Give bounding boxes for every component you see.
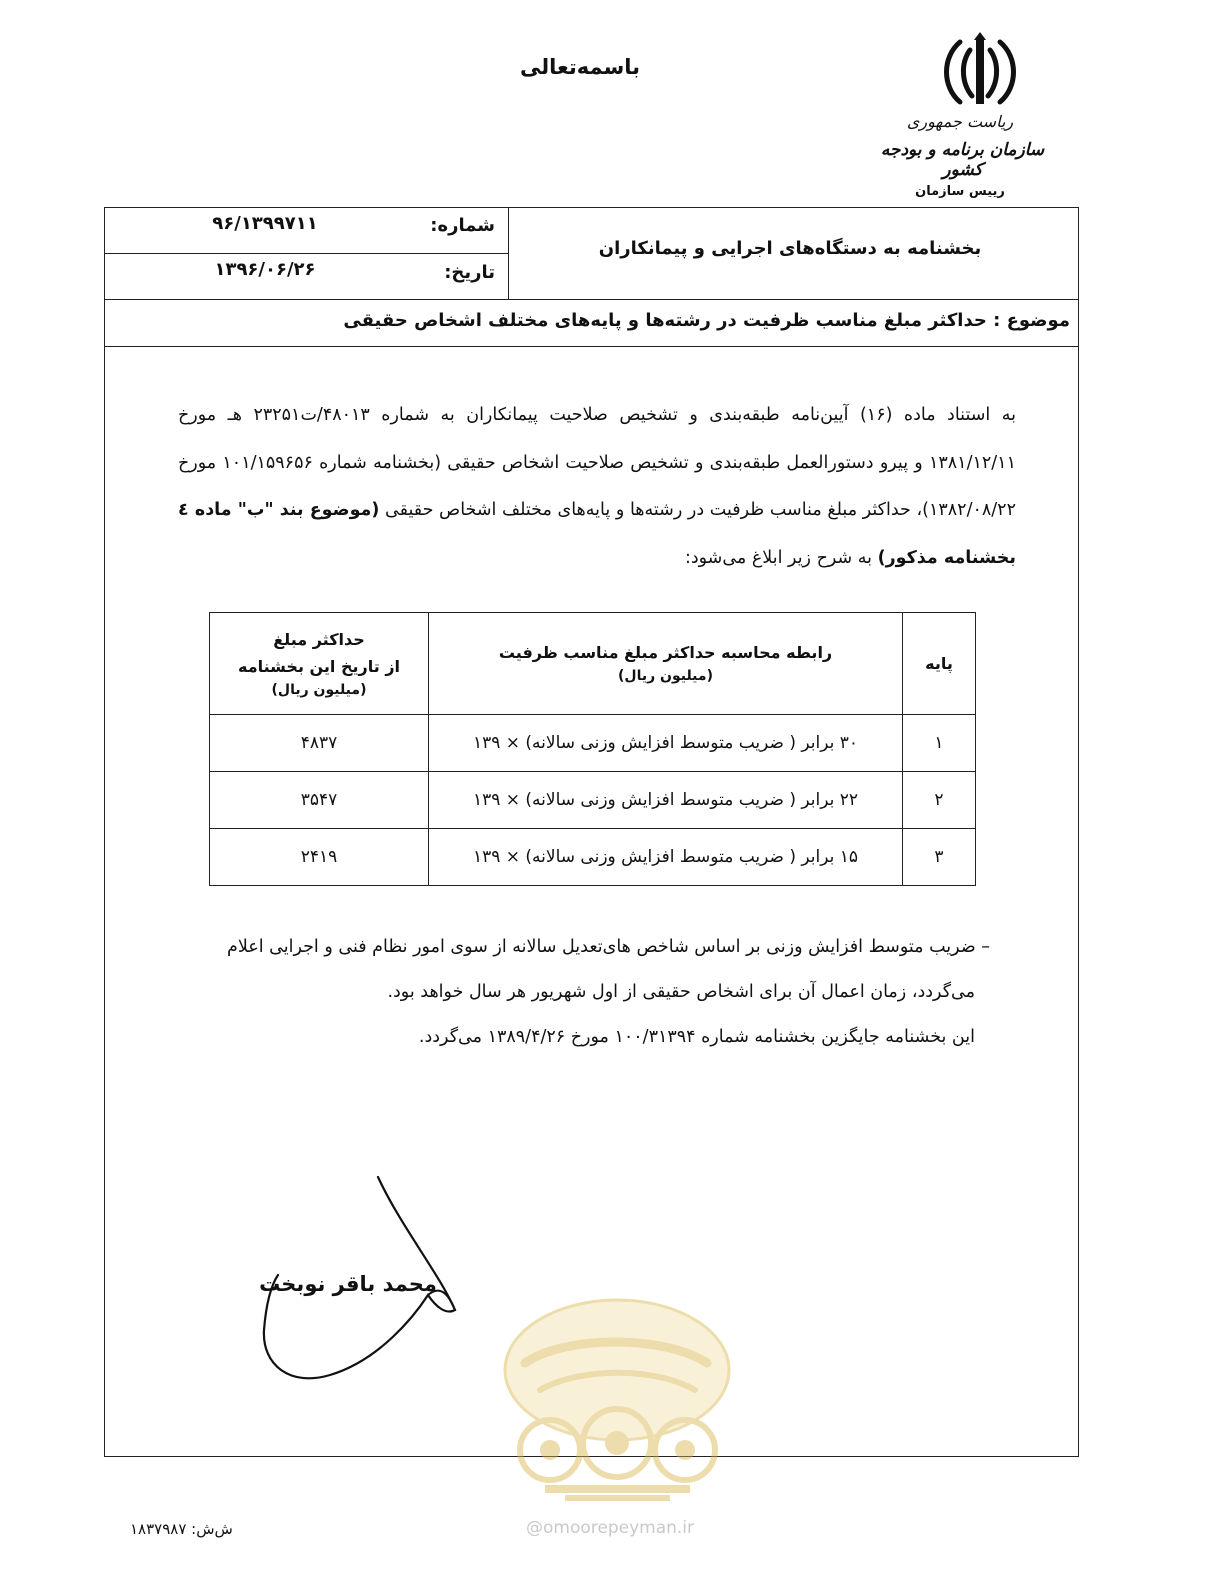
notes-block <box>170 925 990 1060</box>
header-base: پایه <box>903 613 976 715</box>
iran-emblem-icon <box>930 32 1030 112</box>
header-formula: رابطه محاسبه حداکثر مبلغ مناسب ظرفیت (میلیون ریال) <box>429 613 903 715</box>
header-bottom-line <box>104 299 1079 300</box>
subject-bottom-line <box>104 346 1079 347</box>
body-bold-reference: (موضوع بند "ب" ماده ٤ بخشنامه مذکور) <box>178 500 1016 568</box>
org-presidency-line: ریاست جمهوری <box>906 112 1014 131</box>
cell-formula: ۲۲ برابر ( ضریب متوسط افزایش وزنی سالانه) × ۱۳۹ <box>429 772 903 829</box>
org-name-line: سازمان برنامه و بودجه کشور <box>880 140 1045 180</box>
cell-base: ۲ <box>903 772 976 829</box>
date-value: ۱۳۹۶/۰۶/۲۶ <box>214 259 316 280</box>
org-head-line: رییس سازمان <box>915 184 1005 199</box>
body-tail-text: به شرح زیر ابلاغ می‌شود: <box>684 547 878 568</box>
header-divider-vertical <box>508 207 509 300</box>
cell-formula: ۱۵ برابر ( ضریب متوسط افزایش وزنی سالانه) × ۱۳۹ <box>429 829 903 886</box>
watermark-logo-icon <box>495 1295 740 1510</box>
table-row <box>210 772 976 829</box>
date-label: تاریخ: <box>444 262 495 283</box>
cell-base: ۱ <box>903 715 976 772</box>
body-main-text: به استناد ماده (۱۶) آیین‌نامه طبقه‌بندی و تشخیص صلاحیت پیمانکاران به شماره ۴۸۰۱۳/ت۲۳۲۵۱ هـ مورخ ۱۳۸۱/۱۲/۱۱ و پیرو دستورالعمل طبقه‌بندی و تشخیص صلاحیت اشخاص حقیقی (بخشنامه شماره ۱۰۱/۱۵۹۶۵۶ مورخ ۱۳۸۲/۰۸/۲۲)، حداکثر مبلغ مناسب ظرفیت در رشته‌ها و پایه‌های مختلف اشخاص حقیقی <box>178 405 1016 520</box>
table-row <box>210 829 976 886</box>
cell-max: ۴۸۳۷ <box>210 715 429 772</box>
subject-line: موضوع : حداکثر مبلغ مناسب ظرفیت در رشته‌ها و پایه‌های مختلف اشخاص حقیقی <box>343 310 1070 331</box>
cell-max: ۲۴۱۹ <box>210 829 429 886</box>
header-max-amount: حداکثر مبلغ از تاریخ این بخشنامه (میلیون ریال) <box>210 613 429 715</box>
number-label: شماره: <box>430 215 495 236</box>
recipient-title: بخشنامه به دستگاه‌های اجرایی و پیمانکاران <box>598 238 982 259</box>
note-line-3: این بخشنامه جایگزین بخشنامه شماره ۱۰۰/۳۱۳۹۴ مورخ ۱۳۸۹/۴/۲۶ می‌گردد. <box>418 1027 975 1047</box>
number-value: ۹۶/۱۳۹۹۷۱۱ <box>212 213 318 234</box>
meta-divider <box>104 253 508 254</box>
bismillah-heading: باسمه‌تعالی <box>520 55 640 79</box>
cell-max: ۳۵۴۷ <box>210 772 429 829</box>
signatory-name: محمد باقر نوبخت <box>259 1272 437 1296</box>
watermark-website: @omoorepeyman.ir <box>525 1518 695 1538</box>
table-row <box>210 715 976 772</box>
note-line-1: – ضریب متوسط افزایش وزنی بر اساس شاخص های‌تعدیل سالانه از سوی امور نظام فنی و اجرایی اعلام <box>226 937 990 957</box>
body-paragraph <box>178 392 1016 582</box>
cell-formula: ۳۰ برابر ( ضریب متوسط افزایش وزنی سالانه) × ۱۳۹ <box>429 715 903 772</box>
cell-base: ۳ <box>903 829 976 886</box>
footer-serial: ش‌ش: ۱۸۳۷۹۸۷ <box>130 1520 233 1538</box>
table-header-row <box>210 613 976 715</box>
capacity-table <box>209 612 976 886</box>
note-line-2: می‌گردد، زمان اعمال آن برای اشخاص حقیقی از اول شهریور هر سال خواهد بود. <box>387 982 975 1002</box>
